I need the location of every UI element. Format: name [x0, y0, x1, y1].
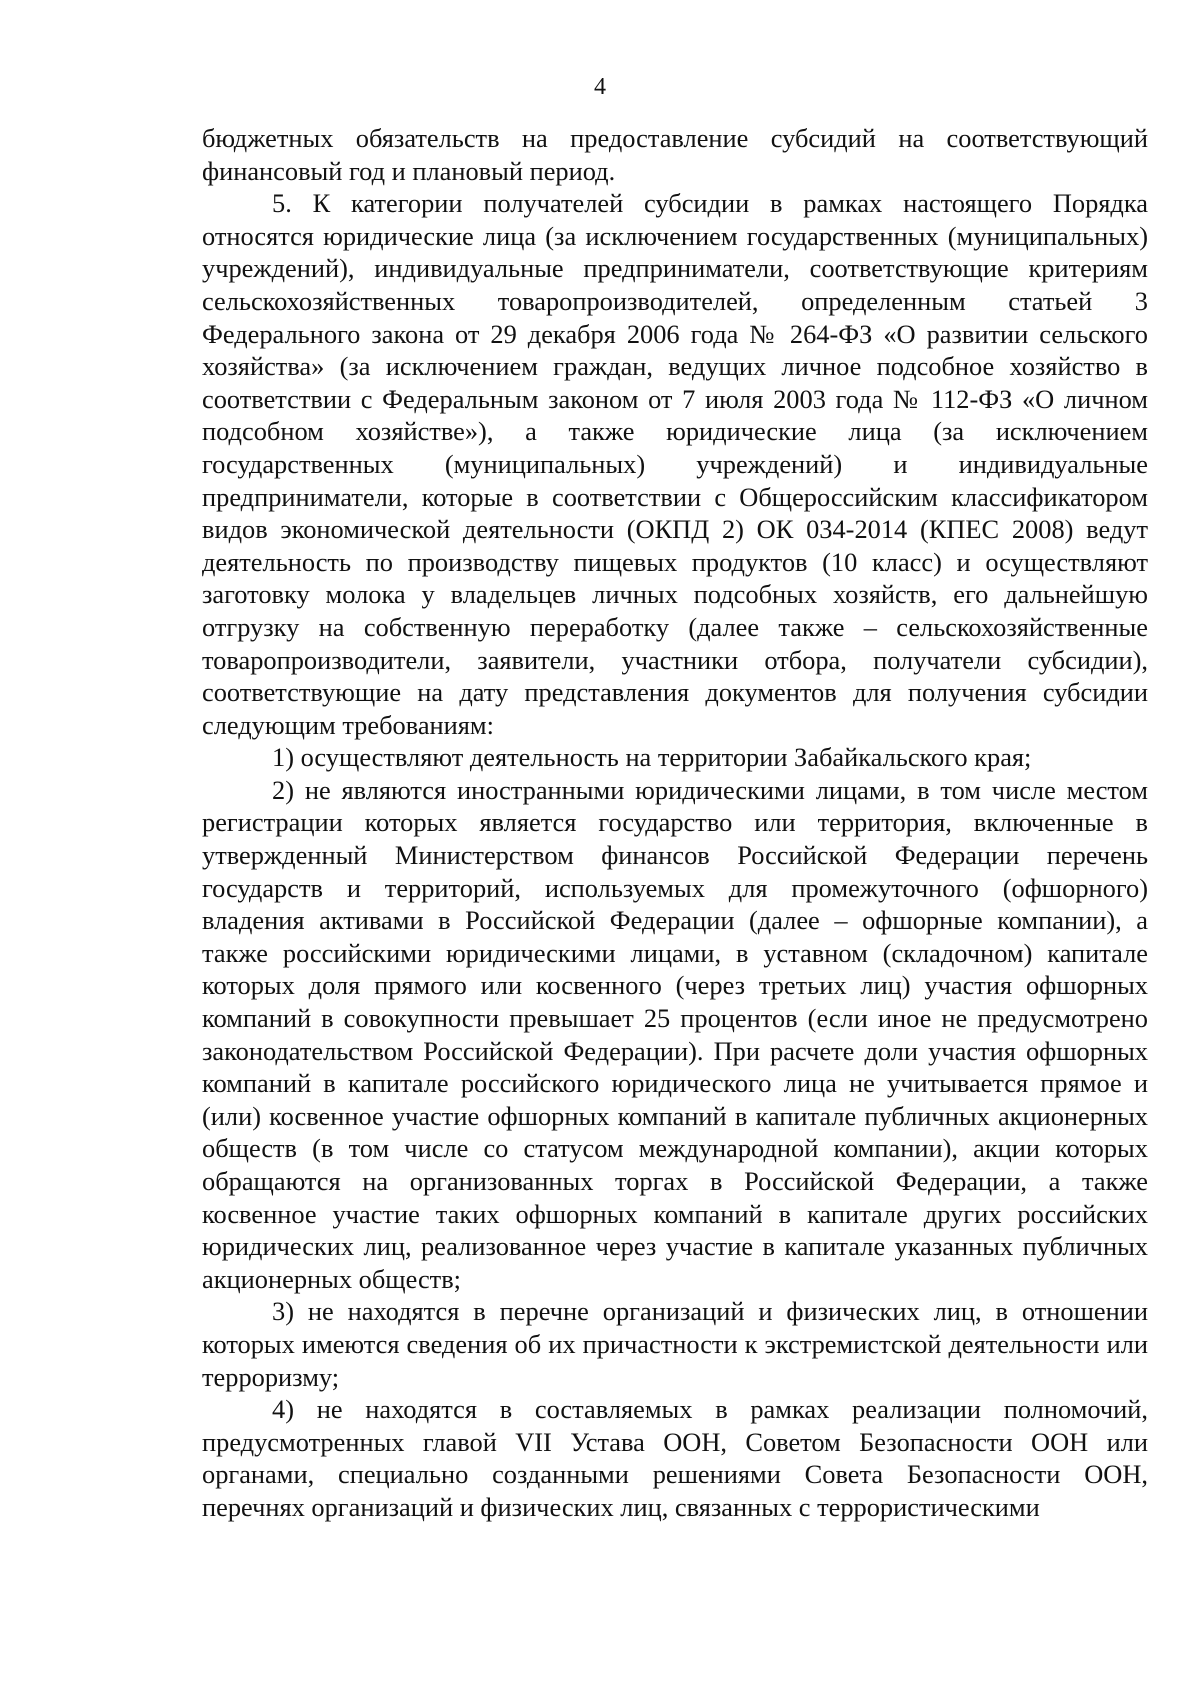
paragraph-requirement-2: 2) не являются иностранными юридическими лицами, в том числе местом регистрации которых является государство или территория, включенные в утвержденный Министерством финансов Российской Федерации перечень государств и территорий, используемых для промежуточного (офшорного) владения активами в Российской Федерации (далее – офшорные компании), а также российскими юридическими лицами, в уставном (складочном) капитале которых доля прямого или косвенного (через третьих лиц) участия офшорных компаний в совокупности превышает 25 процентов (если иное не предусмотрено законодательством Российской Федерации). При расчете доли участия офшорных компаний в капитале российского юридического лица не учитывается прямое и (или) косвенное участие офшорных компаний в капитале публичных акционерных обществ (в том числе со статусом международной компании), акции которых обращаются на организованных торгах в Российской Федерации, а также косвенное участие таких офшорных компаний в капитале других российских юридических лиц, реализованное через участие в капитале указанных публичных акционерных обществ; [202, 774, 1148, 1294]
paragraph-5-recipient-categories: 5. К категории получателей субсидии в рамках настоящего Порядка относятся юридические лица (за исключением государственных (муниципальных) учреждений), индивидуальные предприниматели, соответствующие критериям сельскохозяйственных товаропроизводителей, определенным статьей 3 Федерального закона от 29 декабря 2006 года № 264-ФЗ «О развитии сельского хозяйства» (за исключением граждан, ведущих личное подсобное хозяйство в соответствии с Федеральным законом от 7 июля 2003 года № 112-ФЗ «О личном подсобном хозяйстве»), а также юридические лица (за исключением государственных (муниципальных) учреждений) и индивидуальные предприниматели, которые в соответствии с Общероссийским классификатором видов экономической деятельности (ОКПД 2) ОК 034-2014 (КПЕС 2008) ведут деятельность по производству пищевых продуктов (10 класс) и осуществляют заготовку молока у владельцев личных подсобных хозяйств, его дальнейшую отгрузку на собственную переработку (далее также – сельскохозяйственные товаропроизводители, заявители, участники отбора, получатели субсидии), соответствующие на дату представления документов для получения субсидии следующим требованиям: [202, 188, 1148, 740]
document-body [202, 122, 1148, 1524]
paragraph-requirement-4: 4) не находятся в составляемых в рамках реализации полномочий, предусмотренных главой VII Устава ООН, Советом Безопасности ООН или органами, специально созданными решениями Совета Безопасности ООН, перечнях организаций и физических лиц, связанных с террористическими [202, 1394, 1148, 1522]
paragraph-budget-obligations: бюджетных обязательств на предоставление субсидий на соответствующий финансовый год и плановый период. [202, 123, 1148, 186]
page-number: 4 [594, 74, 606, 100]
paragraph-requirement-1: 1) осуществляют деятельность на территории Забайкальского края; [272, 742, 1032, 773]
paragraph-requirement-3: 3) не находятся в перечне организаций и физических лиц, в отношении которых имеются сведения об их причастности к экстремистской деятельности или терроризму; [202, 1296, 1148, 1392]
